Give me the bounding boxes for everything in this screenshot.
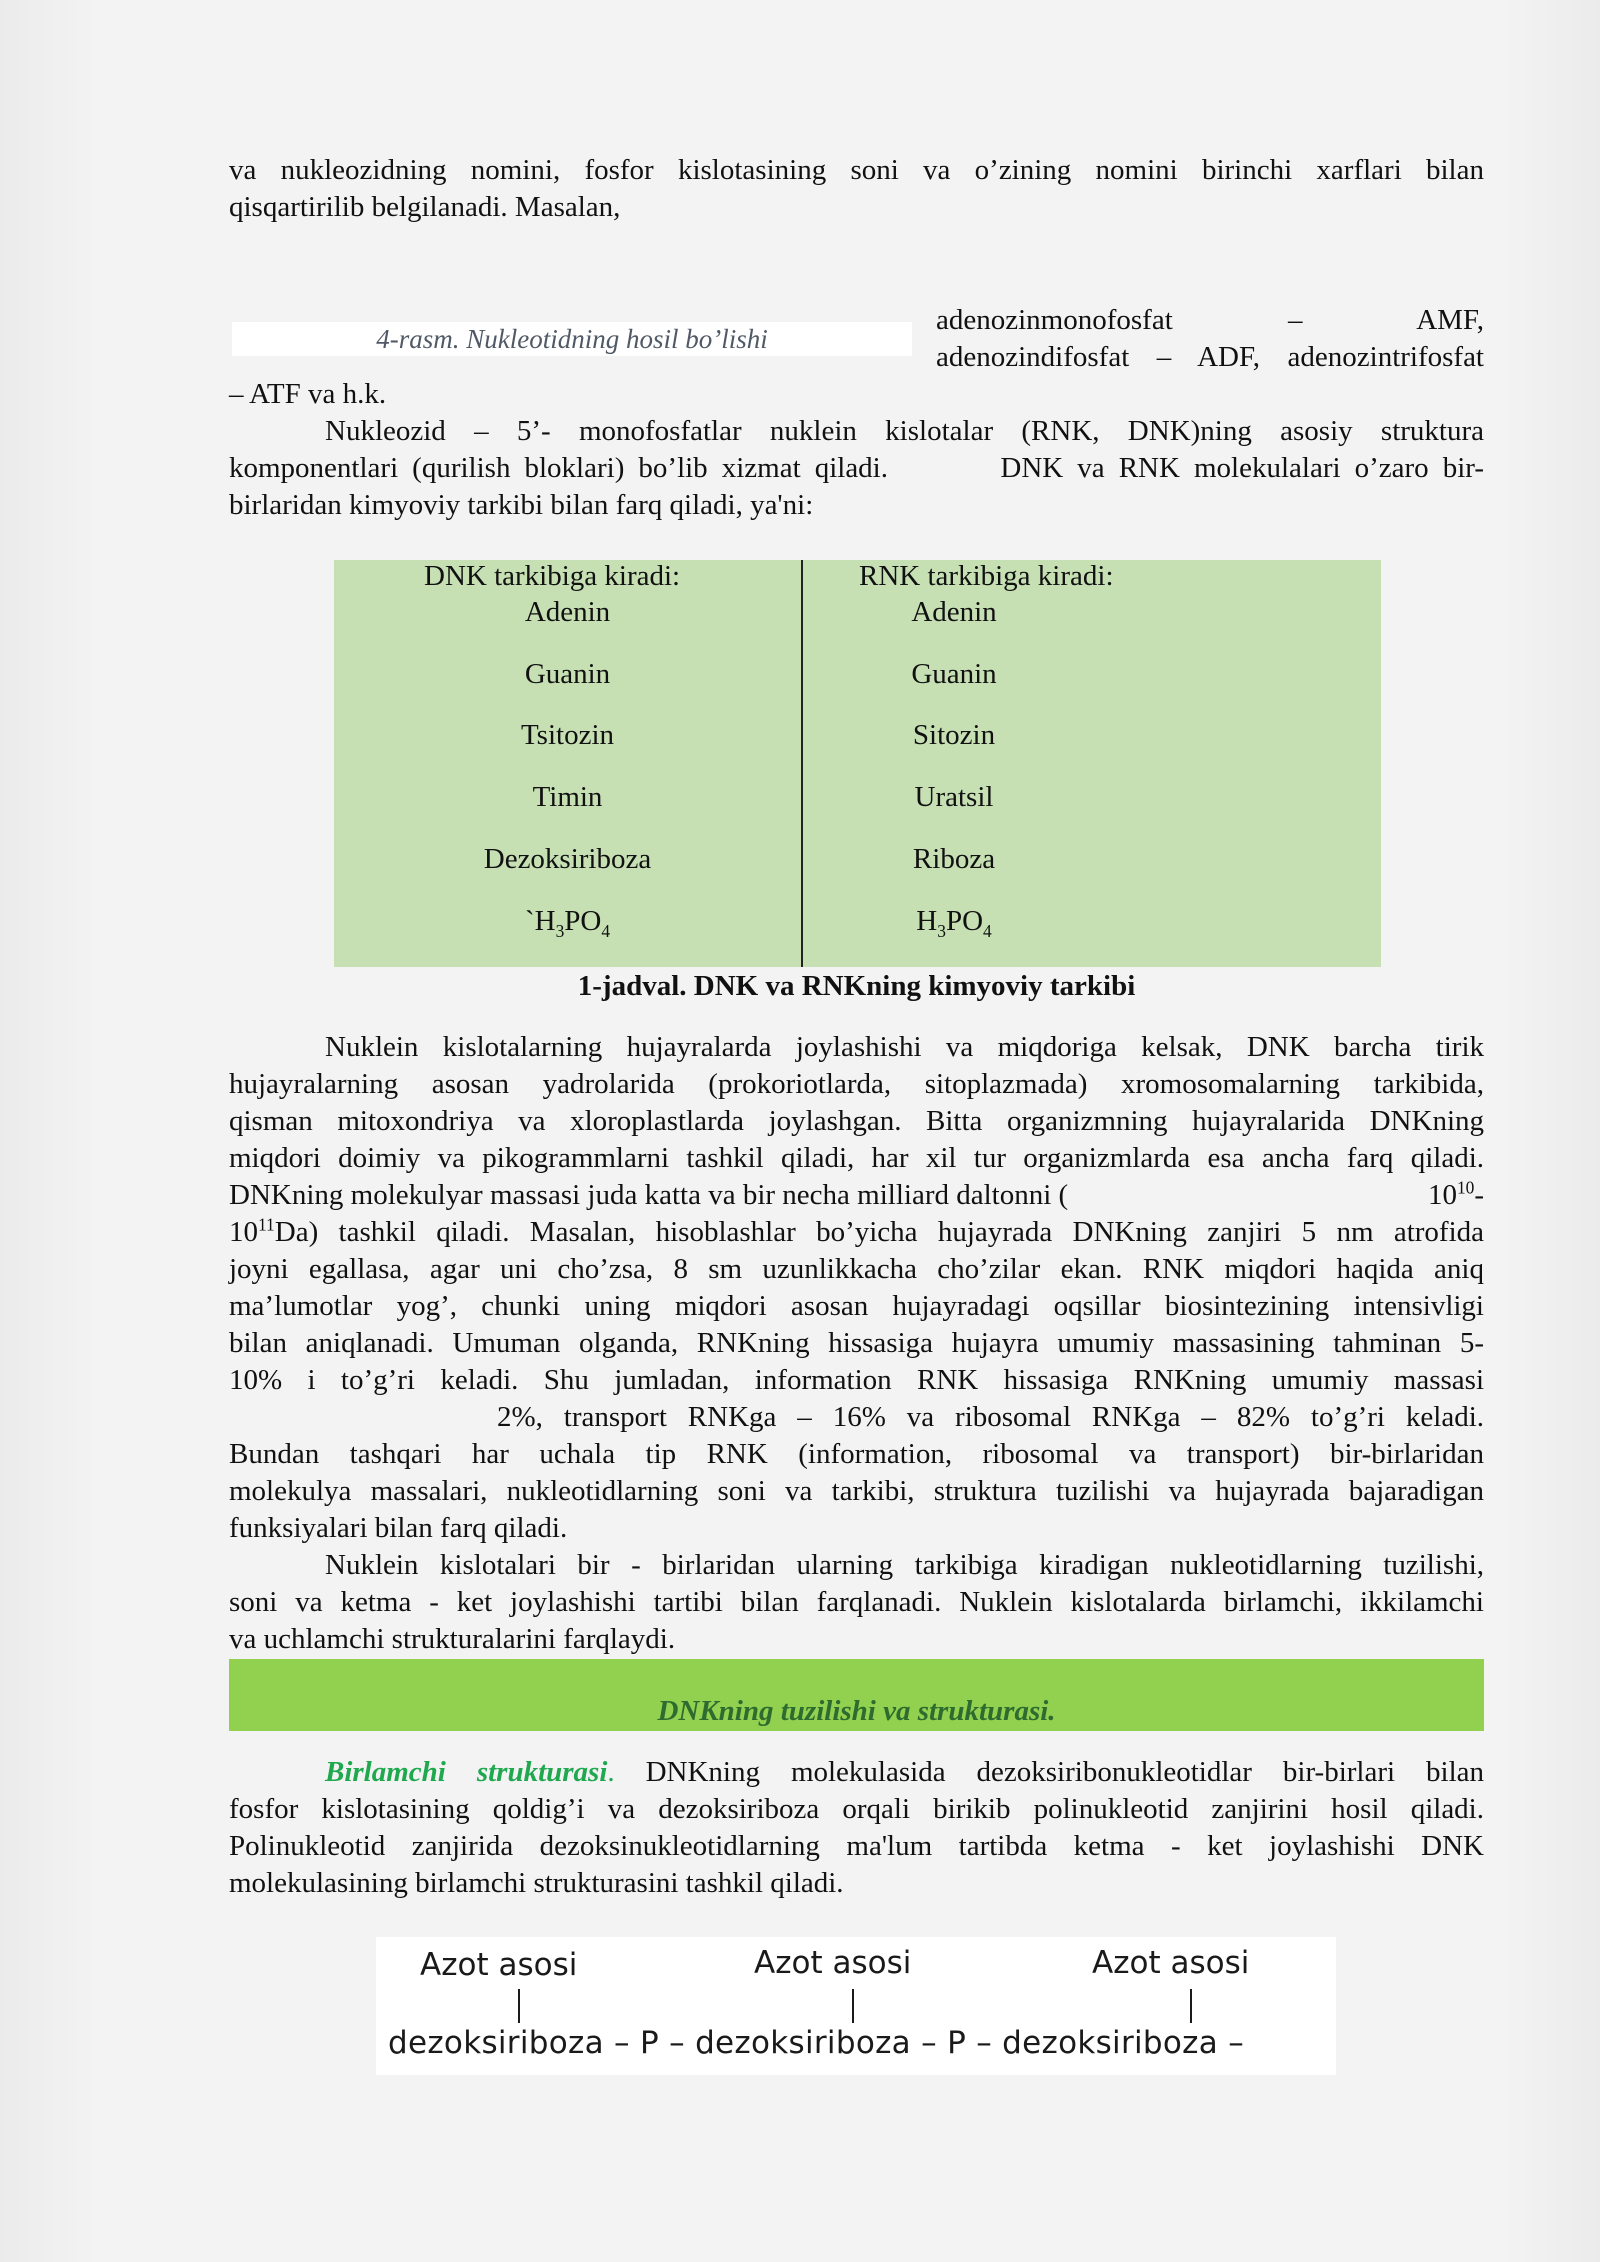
text-line: joyni egallasa, agar uni cho’zsa, 8 sm uzunlikkacha cho’zilar ekan. RNK miqdori haqida aniq [229,1253,1484,1285]
exponent-base: 10 [229,1216,258,1248]
table-cell: Uratsil [914,781,994,813]
acid-subscript: 4 [601,920,611,941]
section-title: DNKning tuzilishi va strukturasi. [657,1695,1056,1727]
exponent-base: 10 [1427,1179,1457,1211]
text-line: funksiyalari bilan farq qiladi. [229,1512,568,1544]
text-line: birlaridan kimyoviy tarkibi bilan farq qiladi, ya'ni: [229,489,814,521]
table-cell: Guanin [524,658,611,690]
exponent-tail: - [1474,1179,1484,1211]
bond-line [1190,1989,1192,2023]
table-cell: Riboza [912,843,996,875]
table-cell: Adenin [524,596,611,628]
text-line: Bundan tashqari har uchala tip RNK (information, ribosomal va transport) bir-birlaridan [229,1438,1484,1470]
table-cell: Sitozin [912,719,996,751]
table-cell: Dezoksiriboza [483,843,652,875]
rnk-column-header: RNK tarkibiga kiradi: [859,560,1114,592]
text-line: molekulya massalari, nukleotidlarning soni va tarkibi, struktura tuzilishi va hujayrada bajaradigan [229,1475,1484,1507]
text-line: miqdori doimiy va pikogrammlarni tashkil qiladi, har xil tur organizmlarda esa ancha farq qiladi. [229,1142,1484,1174]
text-line: qisman mitoxondriya va xloroplastlarda joylashgan. Bitta organizmning hujayralarida DNKning [229,1105,1484,1137]
term-dot: . [607,1756,615,1788]
text-line: Nuklein kislotalarning hujayralarda joylashishi va miqdoriga kelsak, DNK barcha tirik [325,1031,1484,1063]
text-line [229,1214,1484,1251]
base-label: Azot asosi [420,1947,578,1983]
nuklein-paragraph [229,1029,1484,1547]
text-line: bilan aniqlanadi. Umuman olganda, RNKning hissasiga hujayra umumiy massasining tahminan 5- [229,1327,1484,1359]
examples-text [936,302,1484,376]
intro-paragraph [229,152,1484,226]
birlamchi-paragraph [229,1754,1484,1902]
text-line: fosfor kislotasining qoldig’i va dezoksiriboza orqali birikib polinukleotid zanjirini hosil qiladi. [229,1793,1484,1825]
term-highlight: Birlamchi strukturasi [325,1756,608,1788]
section-heading-band [229,1659,1484,1731]
text-line: molekulasining birlamchi strukturasini tashkil qiladi. [229,1867,844,1899]
text-line: va uchlamchi strukturalarini farqlaydi. [229,1623,676,1655]
chain-text: dezoksiriboza – P – dezoksiriboza – P – dezoksiriboza – [388,2025,1244,2061]
text-line: 10% i to’g’ri keladi. Shu jumladan, information RNK hissasiga RNKning umumiy massasi [229,1364,1484,1396]
bond-line [852,1989,854,2023]
text-line: hujayralarning asosan yadrolarida (prokoriotlarda, sitoplazmada) xromosomalarning tarkibida, [229,1068,1484,1100]
text-line: Polinukleotid zanjirida dezoksinukleotidlarning ma'lum tartibda ketma - ket joylashishi DNK [229,1830,1484,1862]
acid-subscript: 3 [555,920,565,941]
bond-line [518,1989,520,2023]
exponent-fragment [1428,1177,1484,1214]
text-line: komponentlari (qurilish bloklari) bo’lib xizmat qiladi. DNK va RNK molekulalari o’zaro bir- [229,452,1484,484]
composition-table [334,560,1381,967]
text-line: 2%, transport RNKga – 16% va ribosomal RNKga – 82% to’g’ri keladi. [497,1401,1484,1433]
nukleozid-paragraph [229,413,1484,524]
table-cell: Guanin [911,658,997,690]
text-line: Nukleozid – 5’- monofosfatlar nuklein kislotalar (RNK, DNK)ning asosiy struktura [325,415,1484,447]
base-label: Azot asosi [1092,1945,1250,1981]
text-fragment: Da) tashkil qiladi. Masalan, hisoblashlar bo’yicha hujayrada DNKning zanjiri 5 nm atrofida [274,1216,1484,1248]
text-fragment: DNKning molekulasida dezoksiribonukleotidlar bir-birlari bilan [614,1756,1484,1788]
table-cell: Tsitozin [520,719,615,751]
table-cell-acid [803,905,1105,941]
text-line: – ATF va h.k. [229,378,387,410]
text-line [229,1177,1484,1214]
text-line: soni va ketma - ket joylashishi tartibi bilan farqlanadi. Nuklein kislotalarda birlamchi, ikkilamchi [229,1586,1484,1618]
text-fragment: DNKning molekulyar massasi juda katta va bir necha milliard daltonni ( [229,1179,1069,1211]
table-cell: Adenin [911,596,997,628]
exponent-sup: 10 [1456,1177,1475,1198]
table-cell: Timin [532,781,603,813]
farq-paragraph [229,1547,1484,1658]
acid-subscript: 4 [983,920,992,941]
text-line: adenozinmonofosfat – AMF, [936,304,1484,336]
text-line: va nukleozidning nomini, fosfor kislotasining soni va o’zining nomini birinchi xarflari bilan [229,154,1484,186]
acid-prefix: `H [524,905,556,937]
acid-prefix: H [916,905,938,937]
text-line: adenozindifosfat – ADF, adenozintrifosfat [936,341,1484,373]
dna-chain-diagram [376,1937,1336,2075]
examples-continuation [229,376,1484,413]
acid-mid: PO [564,905,602,937]
exponent-sup: 11 [258,1214,275,1235]
table-cell-acid [334,905,801,941]
table-caption: 1-jadval. DNK va RNKning kimyoviy tarkibi [577,970,1136,1002]
base-label: Azot asosi [754,1945,912,1981]
dnk-column-header: DNK tarkibiga kiradi: [424,560,681,592]
text-line [229,1754,1484,1791]
figure-caption: 4-rasm. Nukleotidning hosil bo’lishi [232,322,912,356]
text-line: ma’lumotlar yog’, chunki uning miqdori asosan hujayradagi oqsillar biosintezining intensivligi [229,1290,1484,1322]
text-line: qisqartirilib belgilanadi. Masalan, [229,191,621,223]
acid-mid: PO [945,905,984,937]
text-line: Nuklein kislotalari bir - birlaridan ularning tarkibiga kiradigan nukleotidlarning tuzilishi, [325,1549,1484,1581]
acid-subscript: 3 [937,920,946,941]
